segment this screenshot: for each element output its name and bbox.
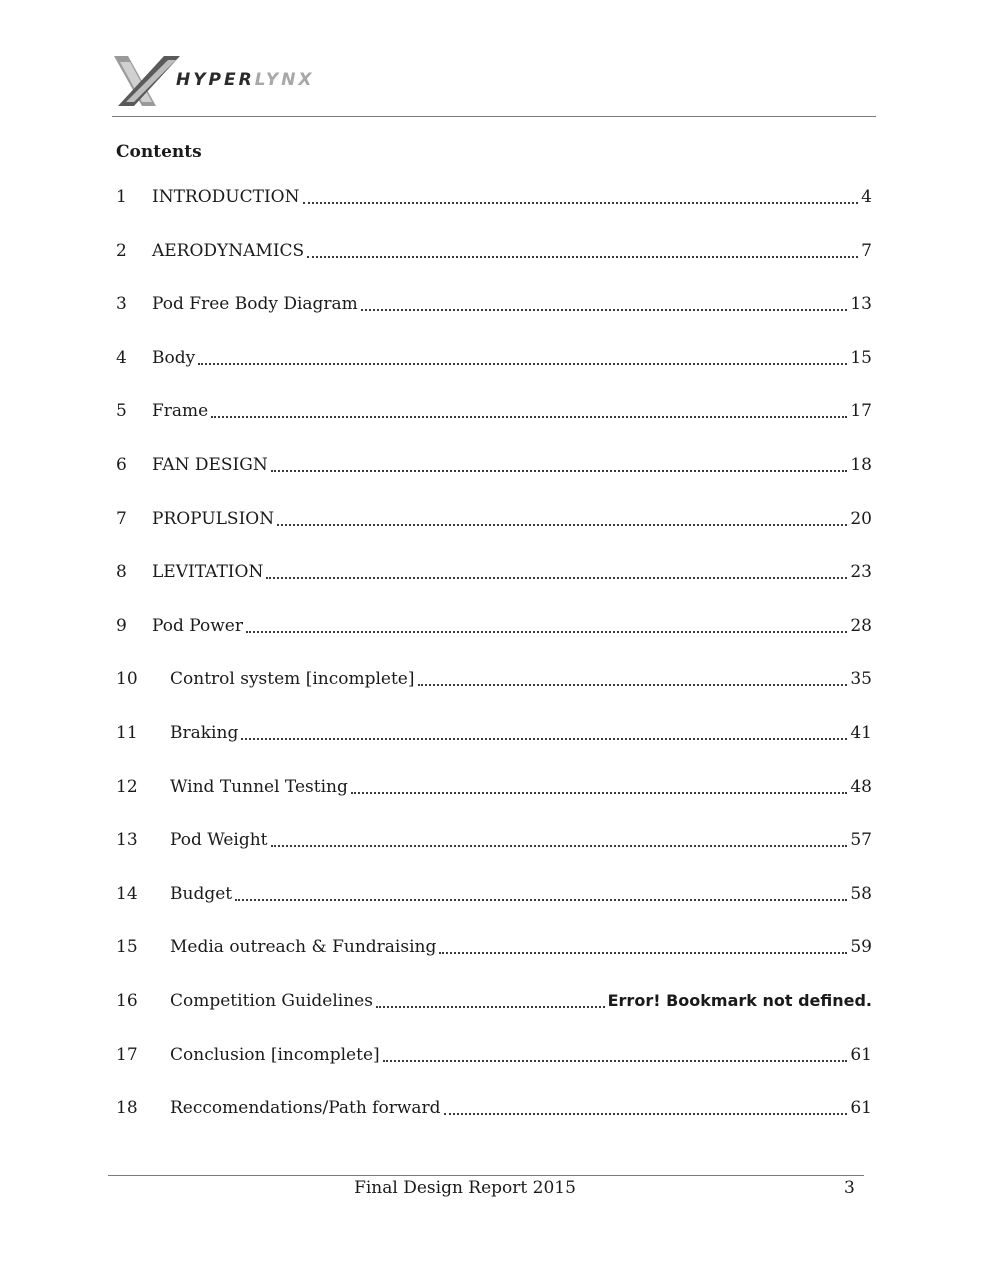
toc-entry[interactable] [116,237,872,291]
toc-entry-title[interactable]: PROPULSION [152,508,275,529]
toc-entry-page[interactable]: 28 [850,615,872,636]
toc-dot-leader [235,899,847,901]
hyperlynx-logo [112,52,342,110]
toc-entry-number: 16 [116,990,138,1011]
toc-entry-title[interactable]: Control system [incomplete] [170,669,415,690]
toc-entry-title[interactable]: Pod Free Body Diagram [152,294,358,315]
footer-title: Final Design Report 2015 [354,1178,576,1198]
toc-entry-number: 3 [116,294,127,315]
footer-page-number: 3 [844,1178,855,1198]
toc-entry-page[interactable]: 7 [861,240,872,261]
toc-entry-title[interactable]: Budget [170,883,233,904]
toc-entry[interactable] [116,183,872,237]
toc-entry-number: 10 [116,669,138,690]
toc-dot-leader [444,1113,848,1115]
toc-entry-title[interactable]: Media outreach & Fundraising [170,937,437,958]
toc-entry-page[interactable]: 23 [850,562,872,583]
x-logo-mark-icon [112,52,182,110]
header-divider [112,116,876,117]
toc-entry-number: 13 [116,830,138,851]
toc-entry-number: 18 [116,1098,138,1119]
toc-entry[interactable] [116,344,872,398]
toc-dot-leader [198,363,847,365]
toc-entry-title[interactable]: Conclusion [incomplete] [170,1044,380,1065]
toc-entry-page[interactable]: 41 [850,722,872,743]
toc-entry-page[interactable]: 15 [850,347,872,368]
toc-dot-leader [383,1060,848,1062]
toc-entry-page[interactable]: 17 [850,401,872,422]
toc-entry-page[interactable]: 59 [850,937,872,958]
toc-entry-page[interactable]: 61 [850,1098,872,1119]
toc-dot-leader [307,256,858,258]
toc-dot-leader [303,202,859,204]
toc-entry-title[interactable]: Reccomendations/Path forward [170,1098,441,1119]
toc-entry[interactable] [116,826,872,880]
logo-word-lynx: LYNX [254,70,315,90]
toc-entry-title[interactable]: Body [152,347,196,368]
toc-entry-number: 4 [116,347,127,368]
toc-dot-leader [351,792,848,794]
toc-entry[interactable] [116,880,872,934]
toc-entry-title[interactable]: Frame [152,401,209,422]
toc-entry-page[interactable]: 20 [850,508,872,529]
toc-entry[interactable] [116,505,872,559]
toc-entry-title[interactable]: Wind Tunnel Testing [170,776,348,797]
toc-entry-title[interactable]: LEVITATION [152,562,264,583]
toc-entry[interactable] [116,397,872,451]
toc-entry-page[interactable]: 13 [850,294,872,315]
toc-entry-title[interactable]: Pod Power [152,615,243,636]
toc-dot-leader [439,952,847,954]
toc-entry[interactable] [116,290,872,344]
toc-entry-number: 14 [116,883,138,904]
toc-dot-leader [271,845,848,847]
toc-entry[interactable] [116,1094,872,1148]
toc-entry-page[interactable]: 4 [861,187,872,207]
toc-entry[interactable] [116,612,872,666]
toc-entry-number: 11 [116,722,138,743]
toc-entry-title[interactable]: FAN DESIGN [152,454,268,475]
toc-entry-title[interactable]: INTRODUCTION [152,187,300,207]
toc-dot-leader [361,309,848,311]
toc-entry-page[interactable]: 18 [850,454,872,475]
footer-divider [108,1175,864,1176]
logo-wordmark [176,70,315,90]
table-of-contents [116,183,872,1148]
toc-entry-number: 1 [116,187,127,207]
toc-entry-number: 8 [116,562,127,583]
toc-entry-title[interactable]: Competition Guidelines [170,990,373,1011]
toc-entry[interactable] [116,558,872,612]
toc-entry-page[interactable]: 35 [850,669,872,690]
toc-dot-leader [277,524,847,526]
toc-entry-page[interactable]: 58 [850,883,872,904]
toc-entry-number: 9 [116,615,127,636]
toc-entry-number: 12 [116,776,138,797]
toc-entry-title[interactable]: Pod Weight [170,830,268,851]
toc-entry[interactable] [116,773,872,827]
toc-entry[interactable] [116,665,872,719]
toc-entry-page[interactable]: 48 [850,776,872,797]
toc-entry-title[interactable]: Braking [170,722,239,743]
toc-entry-page[interactable]: 57 [850,830,872,851]
toc-dot-leader [418,684,848,686]
toc-dot-leader [271,470,848,472]
logo-word-hyper: HYPER [176,70,255,90]
toc-entry-number: 5 [116,401,127,422]
toc-entry-number: 7 [116,508,127,529]
toc-entry[interactable] [116,933,872,987]
toc-entry-number: 17 [116,1044,138,1065]
toc-dot-leader [376,1006,605,1008]
toc-entry-number: 15 [116,937,138,958]
toc-dot-leader [246,631,847,633]
toc-dot-leader [211,416,847,418]
toc-entry[interactable] [116,719,872,773]
toc-entry-title[interactable]: AERODYNAMICS [152,240,305,261]
toc-entry[interactable] [116,987,872,1041]
toc-entry-page[interactable]: 61 [850,1044,872,1065]
toc-entry[interactable] [116,1041,872,1095]
toc-entry[interactable] [116,451,872,505]
toc-entry-page[interactable]: Error! Bookmark not defined. [607,990,872,1010]
toc-dot-leader [241,738,847,740]
toc-entry-number: 2 [116,240,127,261]
contents-heading: Contents [116,142,202,162]
toc-dot-leader [266,577,847,579]
toc-entry-number: 6 [116,454,127,475]
